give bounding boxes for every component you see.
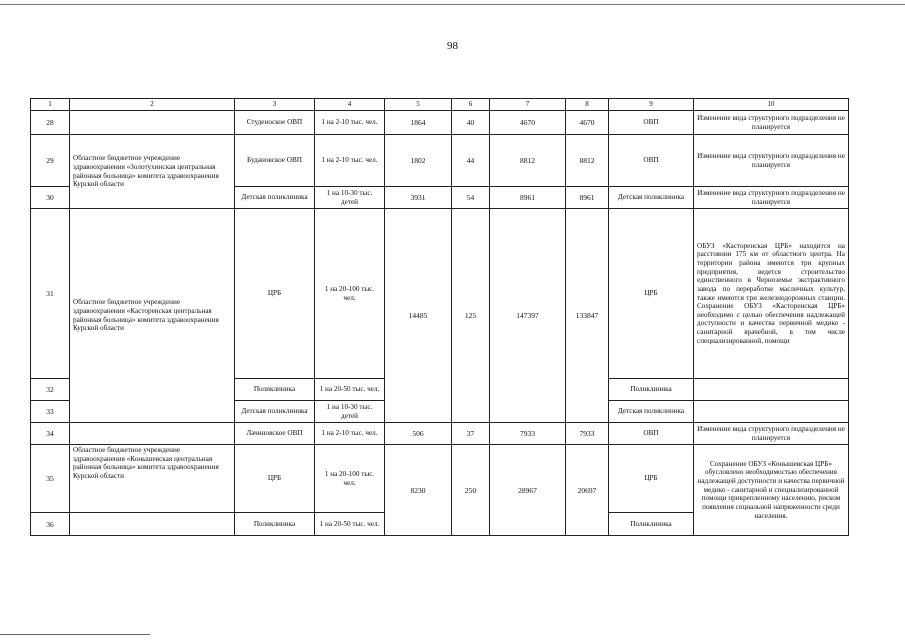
- comment: [694, 401, 849, 423]
- norm: 1 на 20-100 тыс. чел.: [315, 209, 385, 379]
- value-col5: 3931: [385, 187, 452, 209]
- norm: 1 на 20-100 тыс. чел.: [315, 445, 385, 513]
- org-cell-empty: [70, 513, 235, 536]
- comment: Изменение вида структурного подразделения не планируется: [694, 187, 849, 209]
- norm: 1 на 2-10 тыс. чел.: [315, 111, 385, 135]
- norm: 1 на 2-10 тыс. чел.: [315, 135, 385, 187]
- header-cell: 3: [235, 99, 315, 111]
- value-col5: 1864: [385, 111, 452, 135]
- value-col6: 40: [452, 111, 490, 135]
- org-cell-empty: [70, 423, 235, 445]
- value-col8: 20697: [566, 445, 609, 536]
- header-cell: 4: [315, 99, 385, 111]
- value-col7: 8961: [490, 187, 566, 209]
- value-col6: 37: [452, 423, 490, 445]
- bottom-rule: [0, 634, 150, 635]
- header-cell: 9: [609, 99, 694, 111]
- value-col5: 14485: [385, 209, 452, 423]
- value-col6: 54: [452, 187, 490, 209]
- unit-name: Детская поликлиника: [235, 401, 315, 423]
- header-row: [31, 99, 849, 111]
- unit-type: ЦРБ: [609, 445, 694, 513]
- header-cell: 1: [31, 99, 70, 111]
- value-col5: 8230: [385, 445, 452, 536]
- table-row: [31, 445, 849, 513]
- org-name: Областное бюджетное учреждение здравоохранения «Золотухинская центральная районная больница» комитета здравоохранения Курской области: [70, 135, 235, 209]
- value-col6: 44: [452, 135, 490, 187]
- norm: 1 на 2-10 тыс. чел.: [315, 423, 385, 445]
- value-col5: 1802: [385, 135, 452, 187]
- value-col7: 4670: [490, 111, 566, 135]
- norm: 1 на 10-30 тыс. детей: [315, 187, 385, 209]
- row-number: 28: [31, 111, 70, 135]
- header-cell: 10: [694, 99, 849, 111]
- unit-type: ЦРБ: [609, 209, 694, 379]
- row-number: 33: [31, 401, 70, 423]
- unit-name: Детская поликлиника: [235, 187, 315, 209]
- comment: [694, 379, 849, 401]
- row-number: 36: [31, 513, 70, 536]
- row-number: 31: [31, 209, 70, 379]
- unit-type: Поликлиника: [609, 379, 694, 401]
- value-col5: 506: [385, 423, 452, 445]
- org-name: Областное бюджетное учреждение здравоохранения «Касторенская центральная районная больница» комитета здравоохранения Курской области: [70, 209, 235, 423]
- registry-table: [30, 98, 849, 536]
- value-col7: 147397: [490, 209, 566, 423]
- unit-name: Будановское ОВП: [235, 135, 315, 187]
- unit-name: Студеноское ОВП: [235, 111, 315, 135]
- value-col8: 8961: [566, 187, 609, 209]
- header-cell: 2: [70, 99, 235, 111]
- value-col8: 8812: [566, 135, 609, 187]
- value-col8: 4670: [566, 111, 609, 135]
- top-rule: [0, 4, 905, 5]
- value-col7: 7933: [490, 423, 566, 445]
- value-col8: 7933: [566, 423, 609, 445]
- value-col8: 133847: [566, 209, 609, 423]
- unit-name: Лачиновское ОВП: [235, 423, 315, 445]
- org-name: Областное бюджетное учреждение здравоохранения «Конышевская центральная районная больница» комитета здравоохранения Курской области: [70, 445, 235, 513]
- unit-type: ОВП: [609, 423, 694, 445]
- comment: Изменение вида структурного подразделения не планируется: [694, 135, 849, 187]
- norm: 1 на 10-30 тыс. детей: [315, 401, 385, 423]
- comment: Изменение вида структурного подразделения не планируется: [694, 423, 849, 445]
- comment: Сохранение ОБУЗ «Конышевская ЦРБ» обусловлено необходимостью обеспечения надлежащей доступности и качества первичной медико - санитарной и специализированной помощи прикрепленному населению, риском появления социальной напряженности среди населения.: [694, 445, 849, 536]
- row-number: 29: [31, 135, 70, 187]
- page-number: 98: [447, 40, 458, 52]
- value-col7: 28967: [490, 445, 566, 536]
- value-col7: 8812: [490, 135, 566, 187]
- table-row: [31, 135, 849, 187]
- row-number: 32: [31, 379, 70, 401]
- row-number: 30: [31, 187, 70, 209]
- unit-name: Поликлиника: [235, 513, 315, 536]
- header-cell: 7: [490, 99, 566, 111]
- row-number: 34: [31, 423, 70, 445]
- comment: Изменение вида структурного подразделения не планируется: [694, 111, 849, 135]
- unit-type: Детская поликлиника: [609, 401, 694, 423]
- header-cell: 8: [566, 99, 609, 111]
- norm: 1 на 20-50 тыс. чел.: [315, 513, 385, 536]
- value-col6: 250: [452, 445, 490, 536]
- unit-name: ЦРБ: [235, 445, 315, 513]
- value-col6: 125: [452, 209, 490, 423]
- header-cell: 6: [452, 99, 490, 111]
- unit-type: ОВП: [609, 111, 694, 135]
- org-cell-empty: [70, 111, 235, 135]
- row-number: 35: [31, 445, 70, 513]
- unit-type: Детская поликлиника: [609, 187, 694, 209]
- unit-type: Поликлиника: [609, 513, 694, 536]
- unit-name: Поликлиника: [235, 379, 315, 401]
- header-cell: 5: [385, 99, 452, 111]
- norm: 1 на 20-50 тыс. чел.: [315, 379, 385, 401]
- table-row: [31, 423, 849, 445]
- unit-type: ОВП: [609, 135, 694, 187]
- table-row: [31, 111, 849, 135]
- comment: ОБУЗ «Касторенская ЦРБ» находится на расстоянии 175 км от областного центра. На территории района имеются три крупных предприятия, ведется строительство единственного в Черноземье экстрактивного завода по переработке масличных культур, также имеются три железнодорожных станции. Сохранение ОБУЗ «Касторенская ЦРБ» необходимо с целью обеспечения надлежащей доступности и качества первичной медико - санитарной врачебной, в том числе специализированной, помощи: [694, 209, 849, 379]
- unit-name: ЦРБ: [235, 209, 315, 379]
- table-row: [31, 209, 849, 379]
